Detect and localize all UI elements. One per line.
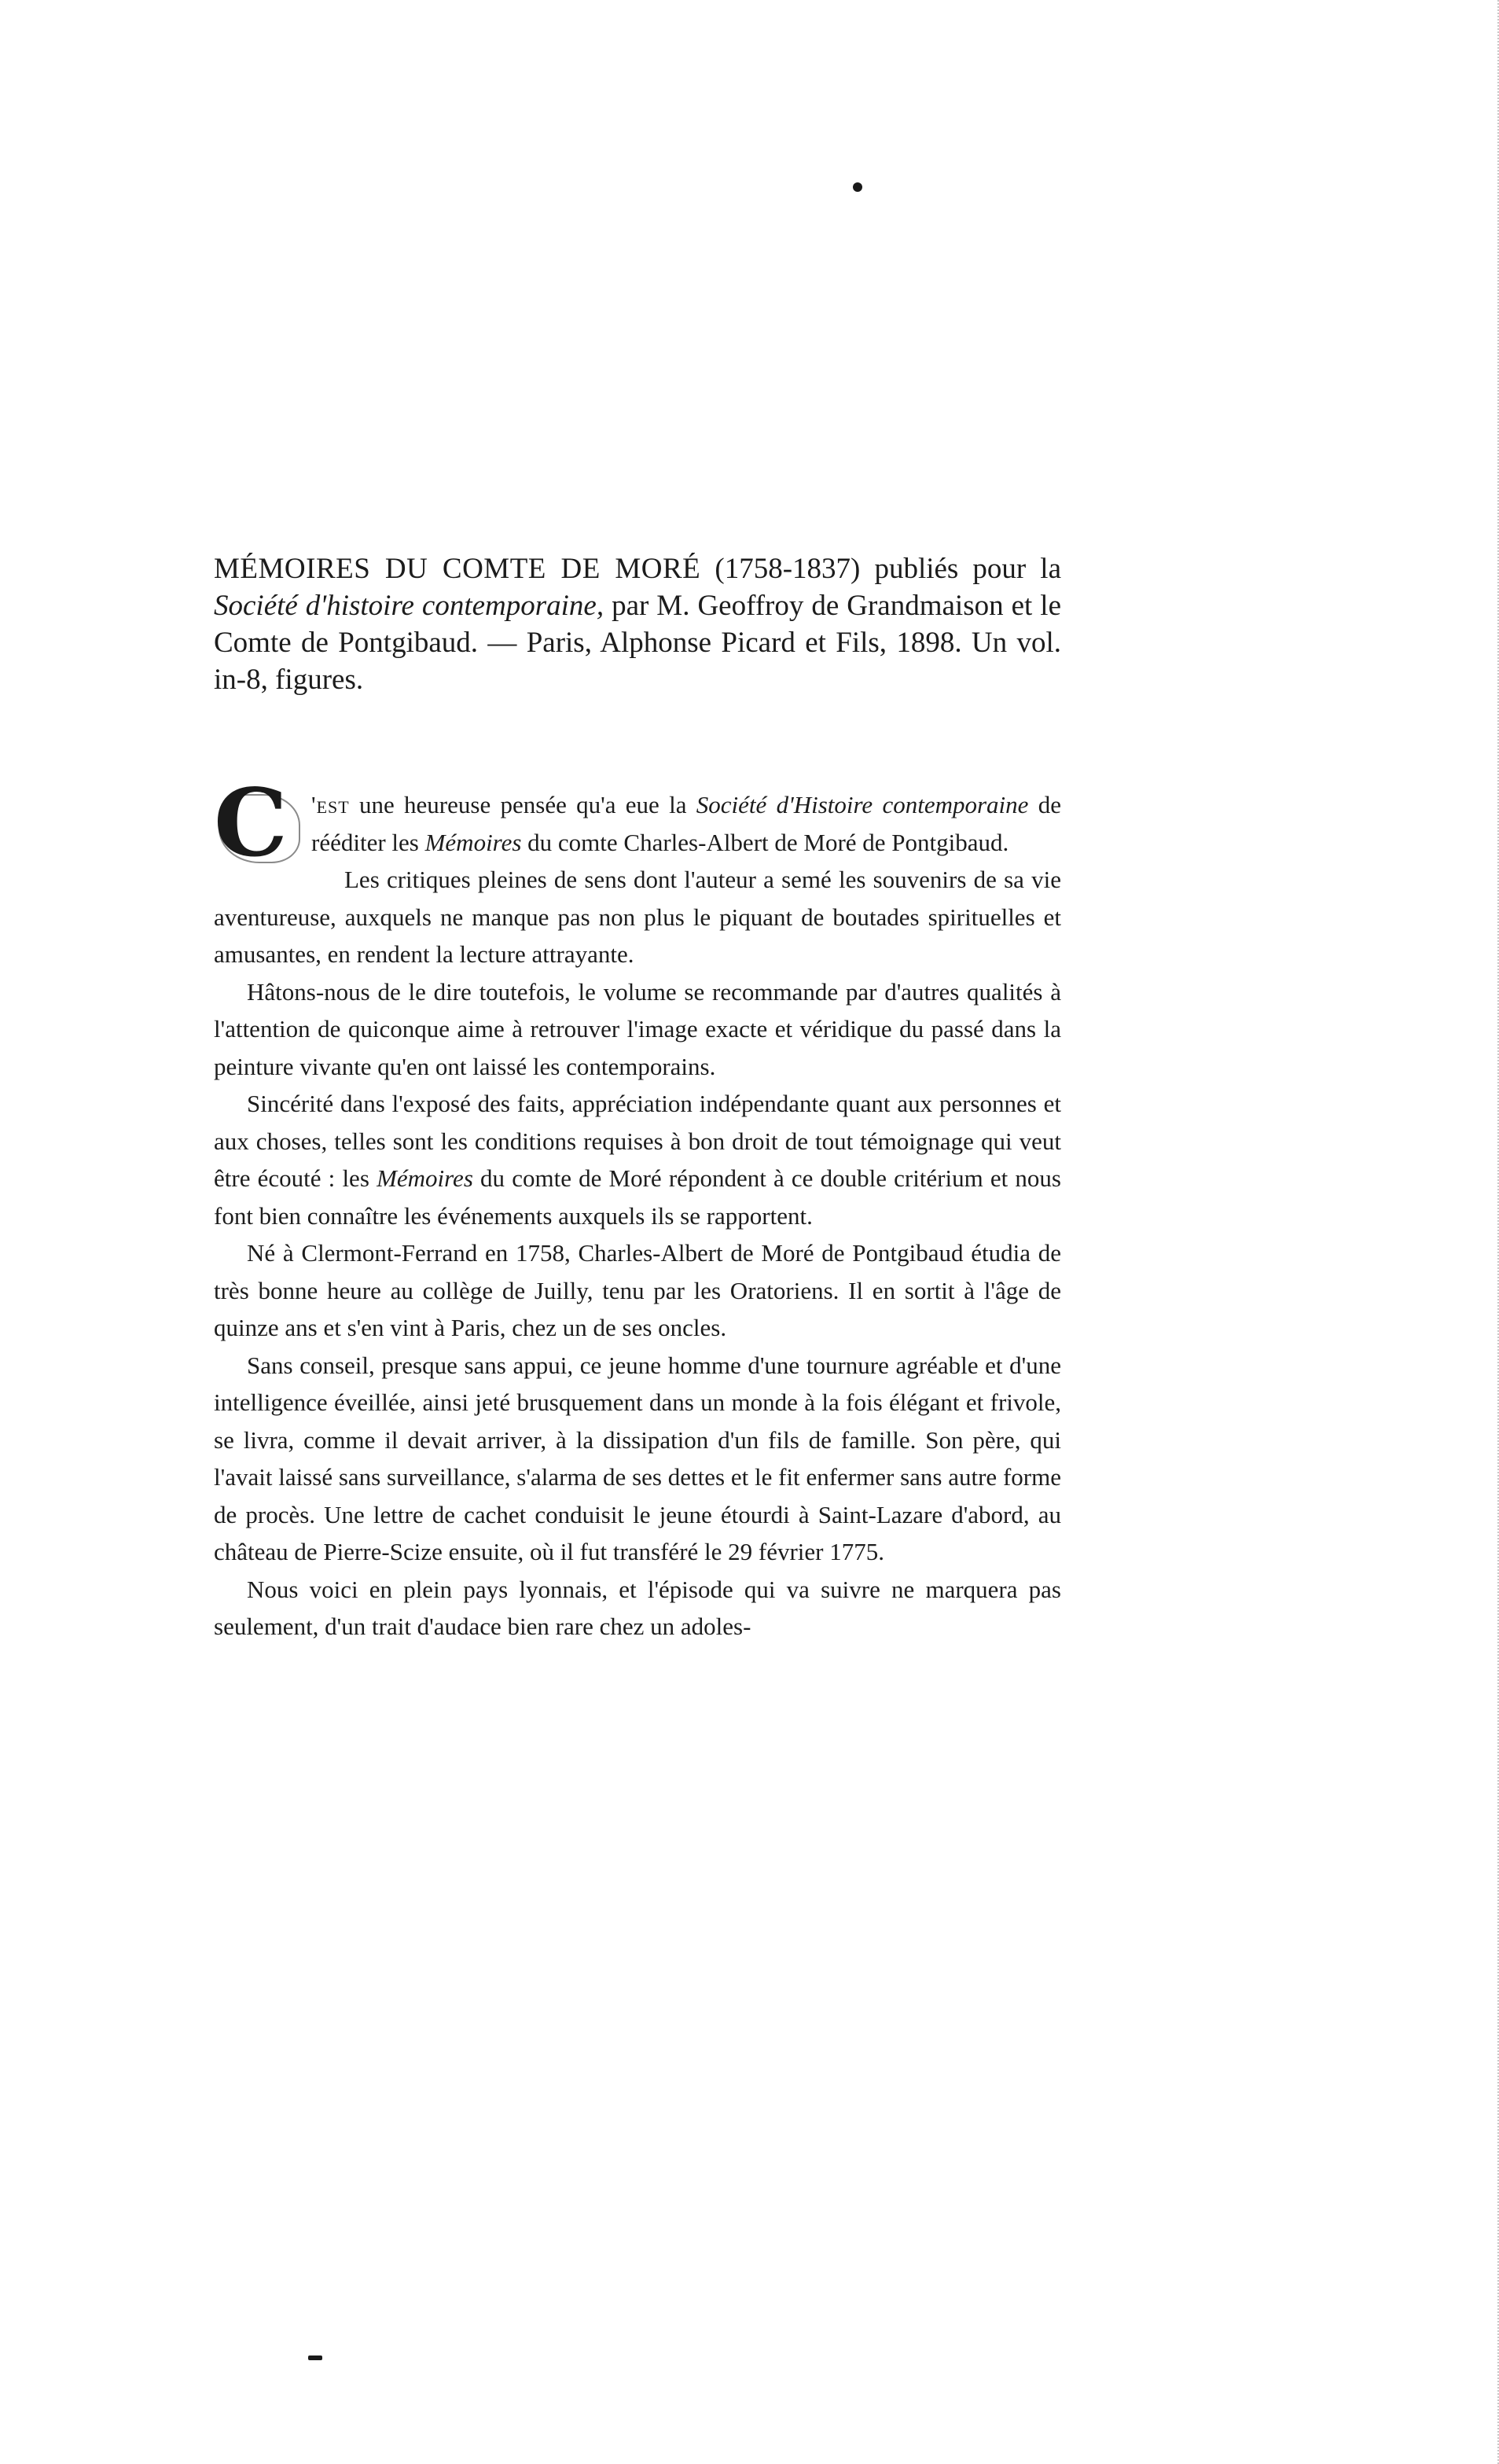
drop-cap-ornament [214, 768, 302, 877]
intro-society: Société d'Histoire contemporaine [696, 791, 1029, 818]
p4-text-a: Sincérité dans l'exposé des faits, appréciation indépendante quant aux personnes et aux choses, telles sont les conditions requises à bon droit de tout témoignage qui veut être écouté : les [214, 1090, 1061, 1192]
paragraph-5: Né à Clermont-Ferrand en 1758, Charles-Albert de Moré de Pontgibaud étudia de très bonne heure au collège de Juilly, tenu par les Oratoriens. Il en sortit à l'âge de quinze ans et s'en vint à Paris, chez un de ses oncles. [214, 1239, 1061, 1341]
intro-text-3: du comte Charles-Albert de Moré de Pontgibaud. [521, 828, 1009, 856]
p4-memoires: Mémoires [377, 1164, 473, 1192]
page-mark-bottom [308, 2356, 322, 2360]
p4-text-b: du comte de Moré répondent à ce double critérium et nous font bien connaître les événements auxquels ils se rapportent. [214, 1164, 1061, 1230]
heading-text-1: publiés pour la [860, 553, 1062, 585]
intro-text-1: une heureuse pensée qu'a eue la [349, 791, 696, 818]
paragraph-3: Hâtons-nous de le dire toutefois, le volume se recommande par d'autres qualités à l'attention de quiconque aime à retrouver l'image exacte et véridique du passé dans la peinture vivante qu'en ont laissé les contemporains. [214, 977, 1061, 1080]
bibliographic-heading [214, 550, 1061, 698]
paragraph-7: Nous voici en plein pays lyonnais, et l'épisode qui va suivre ne marquera pas seulement, d'un trait d'audace bien rare chez un adoles- [214, 1575, 1061, 1640]
article-body [214, 768, 1061, 1646]
heading-text-2: par M. Geoffroy de Grandmaison et le Comte de Pontgibaud. — Paris, Alphonse Picard et Fils, 1898. Un vol. in-8, figures. [214, 590, 1061, 696]
paragraph-2: Les critiques pleines de sens dont l'auteur a semé les souvenirs de sa vie aventureuse, auxquels ne manque pas non plus le piquant de boutades spirituelles et amusantes, en rendent la lecture attrayante. [214, 866, 1061, 968]
drop-cap-letter: C [214, 768, 288, 877]
heading-title: MÉMOIRES DU COMTE DE MORÉ [214, 553, 701, 585]
intro-text-2: de rééditer les [311, 791, 1061, 856]
intro-memoires: Mémoires [424, 828, 522, 856]
scan-edge [1442, 0, 1499, 2464]
paragraph-intro [214, 768, 1061, 877]
paragraph-6: Sans conseil, presque sans appui, ce jeune homme d'une tournure agréable et d'une intelligence éveillée, ainsi jeté brusquement dans un monde à la fois élégant et frivole, se livra, comme il devait arriver, à la dissipation d'un fils de famille. Son père, qui l'avait laissé sans surveillance, s'alarma de ses dettes et le fit enfermer sans autre forme de procès. Une lettre de cachet conduisit le jeune étourdi à Saint-Lazare d'abord, au château de Pierre-Scize ensuite, où il fut transféré le 29 février 1775. [214, 1351, 1061, 1565]
heading-dates: (1758-1837) [715, 553, 861, 585]
heading-society: Société d'histoire contemporaine, [214, 590, 604, 622]
intro-lead: 'est [311, 791, 350, 818]
paragraph-4 [214, 1085, 1061, 1234]
page-mark-dot [853, 182, 862, 192]
